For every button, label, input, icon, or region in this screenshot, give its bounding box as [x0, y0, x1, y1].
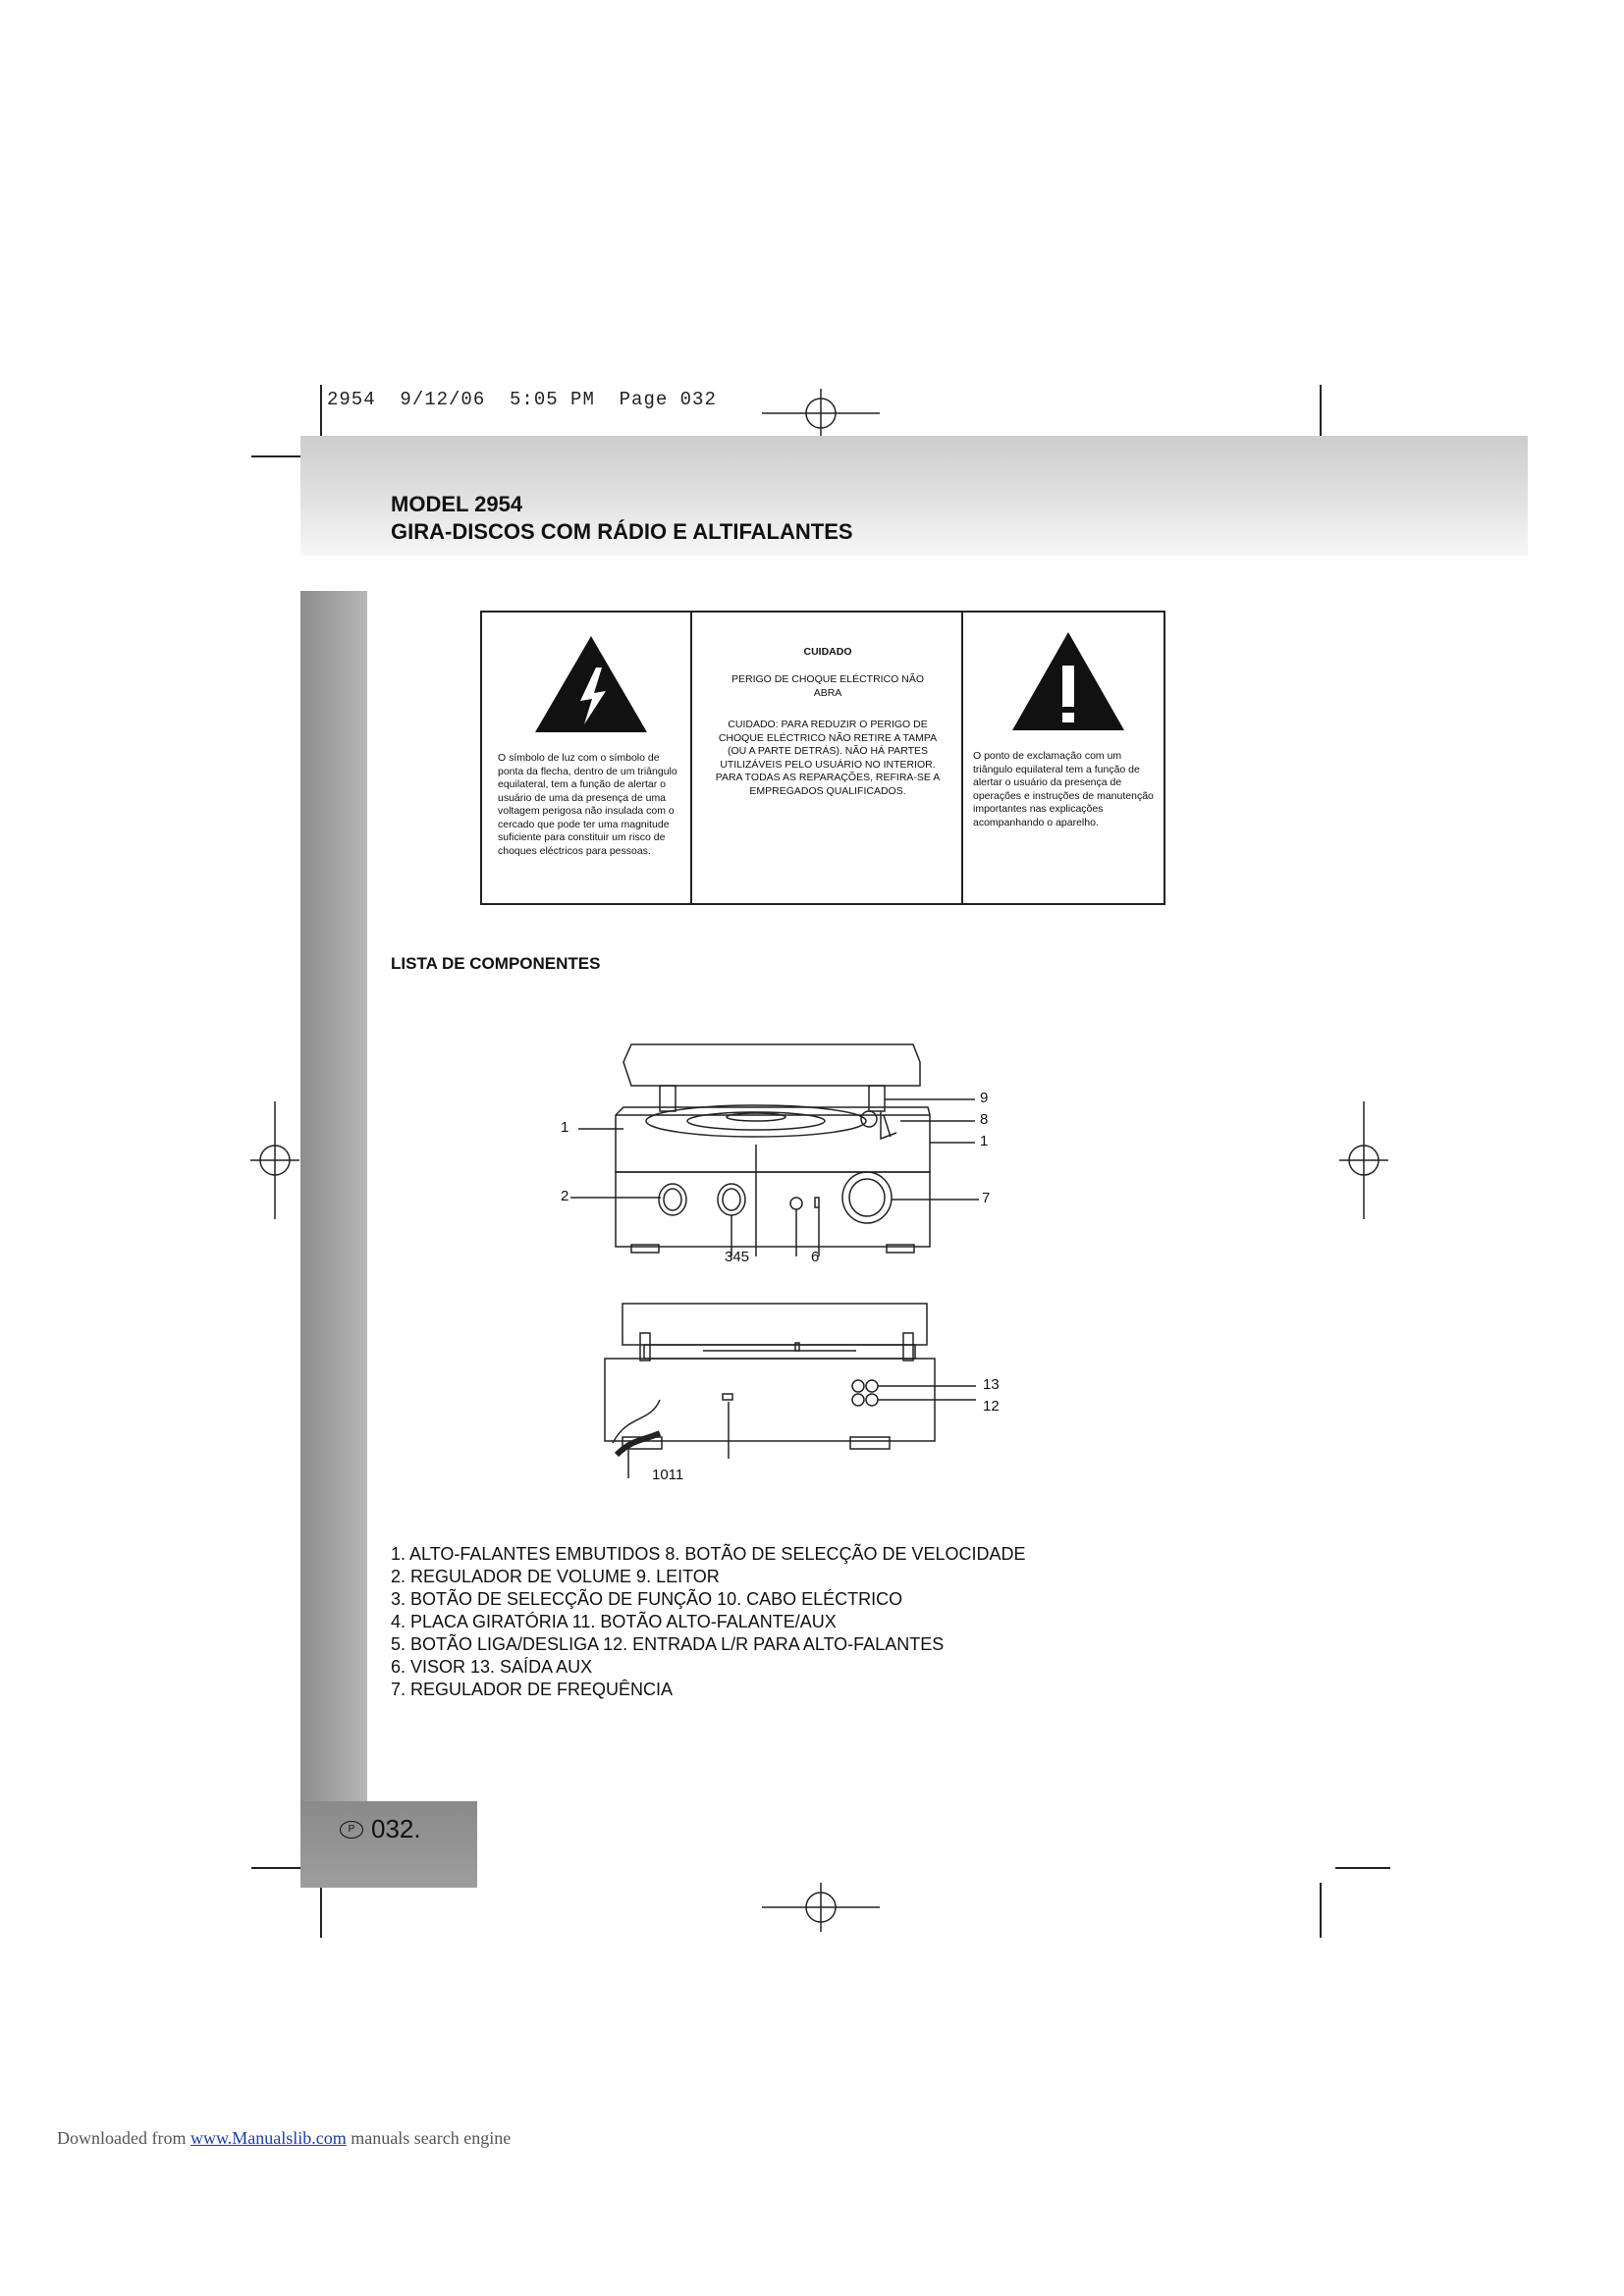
crop-mark — [251, 1867, 306, 1869]
registration-mark-bottom — [762, 1883, 880, 1932]
callout-1-right: 1 — [980, 1133, 989, 1149]
list-item: 1. ALTO-FALANTES EMBUTIDOS 8. BOTÃO DE SELECÇÃO DE VELOCIDADE — [391, 1544, 1026, 1564]
section-heading: LISTA DE COMPONENTES — [391, 954, 601, 973]
warning-cell-exclamation — [963, 613, 1164, 903]
crop-mark — [1335, 1867, 1390, 1869]
components-list — [391, 1543, 1026, 1701]
registration-mark-right — [1339, 1101, 1388, 1219]
crop-mark — [251, 455, 306, 457]
registration-mark-left — [250, 1101, 299, 1219]
callout-7: 7 — [982, 1190, 991, 1206]
registration-mark-top — [762, 389, 880, 438]
list-item: 7. REGULADOR DE FREQUÊNCIA — [391, 1680, 674, 1699]
list-item: 3. BOTÃO DE SELECÇÃO DE FUNÇÃO 10. CABO ELÉCTRICO — [391, 1589, 903, 1609]
warning-cell-caution — [692, 613, 963, 903]
list-item: 5. BOTÃO LIGA/DESLIGA 12. ENTRADA L/R PARA ALTO-FALANTES — [391, 1634, 945, 1654]
callout-9: 9 — [980, 1090, 989, 1106]
side-bar — [300, 591, 367, 1887]
caution-line: PERIGO DE CHOQUE ELÉCTRICO NÃO ABRA — [731, 673, 925, 699]
callout-2: 2 — [561, 1188, 569, 1204]
warning-exclamation-text: O ponto de exclamação com um triângulo equilateral tem a função de alertar o usuário da presença de operações e instruções de manutenção importantes nas explicações acompanhando o aparelho. — [973, 750, 1154, 828]
language-badge: P — [340, 1821, 363, 1839]
crop-mark — [1320, 1883, 1322, 1938]
footer-suffix: manuals search engine — [346, 2128, 512, 2148]
crop-mark — [1320, 385, 1322, 440]
model-subtitle: GIRA-DISCOS COM RÁDIO E ALTIFALANTES — [391, 519, 853, 544]
warning-cell-shock — [482, 613, 692, 903]
turntable-front-diagram — [535, 1031, 1006, 1286]
callout-8: 8 — [980, 1111, 989, 1128]
model-name: MODEL 2954 — [391, 492, 523, 516]
crop-mark — [320, 385, 322, 440]
callout-1-left: 1 — [561, 1119, 569, 1136]
caution-body: CUIDADO: PARA REDUZIR O PERIGO DE CHOQUE ELÉCTRICO NÃO RETIRE A TAMPA (OU A PARTE DETRÁS). NÃO HÁ PARTES UTILIZÁVEIS PELO USUÁRIO NO INTERIOR. PARA TODAS AS REPARAÇÕES, REFIRA-SE A EMPREGADOS QUALIFICADOS. — [715, 719, 941, 797]
turntable-back-diagram — [599, 1296, 1011, 1492]
callout-345: 345 — [725, 1249, 750, 1265]
page-number-text: 032. — [371, 1814, 421, 1843]
callout-13: 13 — [983, 1376, 1000, 1393]
exclamation-warning-icon — [1010, 630, 1126, 732]
lightning-warning-icon — [533, 634, 649, 734]
footer-prefix: Downloaded from — [57, 2128, 190, 2148]
list-item: 6. VISOR 13. SAÍDA AUX — [391, 1657, 593, 1677]
page-title — [391, 491, 853, 546]
crop-mark — [320, 1883, 322, 1938]
list-item: 2. REGULADOR DE VOLUME 9. LEITOR — [391, 1567, 720, 1586]
callout-6: 6 — [811, 1249, 820, 1265]
list-item: 4. PLACA GIRATÓRIA 11. BOTÃO ALTO-FALANTE/AUX — [391, 1612, 837, 1631]
caution-title: CUIDADO — [803, 646, 852, 658]
manualslib-link[interactable]: www.Manualslib.com — [189, 2128, 347, 2148]
safety-warning-box — [480, 611, 1165, 905]
print-slug: 2954 9/12/06 5:05 PM Page 032 — [327, 389, 717, 410]
callout-1011: 1011 — [652, 1467, 684, 1483]
download-footer — [57, 2128, 511, 2149]
warning-shock-text: O símbolo de luz com o símbolo de ponta da flecha, dentro de um triângulo equilateral, tem a função de alertar o usuário de uma da presença de uma voltagem perigosa não insulada com o cercado que pode ter uma magnitude suficiente para constituir um risco de choques eléctricos para pessoas. — [498, 752, 677, 857]
callout-12: 12 — [983, 1398, 1000, 1415]
page-number — [340, 1814, 421, 1844]
